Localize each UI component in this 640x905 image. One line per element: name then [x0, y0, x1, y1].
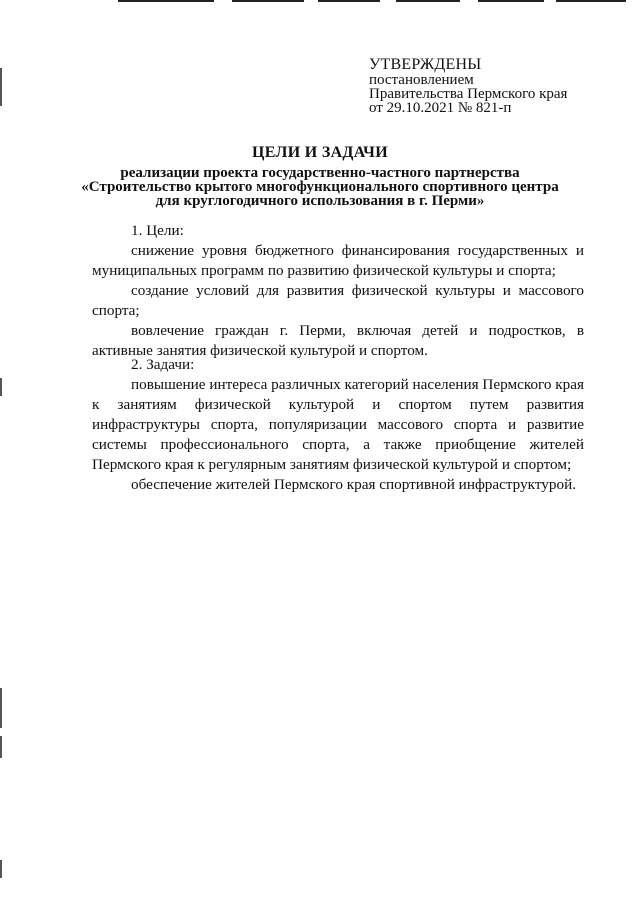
goal-item: создание условий для развития физической культуры и массового спорта; — [92, 282, 584, 319]
document-title: ЦЕЛИ И ЗАДАЧИ — [252, 144, 388, 161]
approval-line: постановлением — [369, 72, 474, 88]
approval-line: от 29.10.2021 № 821-п — [369, 100, 512, 116]
task-item: повышение интереса различных категорий населения Пермского края к занятиям физической культурой и спортом путем развития инфраструктуры спорта, популяризации массового спорта и развитие системы профессионального спорта, а также приобщение жителей Пермского края к регулярным занятиям физической культурой и спортом; — [92, 376, 584, 473]
section-label: 2. Задачи: — [131, 356, 195, 373]
scan-edge-left — [0, 378, 2, 396]
document-subtitle: для круглогодичного использования в г. Перми» — [155, 193, 485, 209]
scan-edge-top — [0, 0, 640, 3]
goal-item: снижение уровня бюджетного финансирования государственных и муниципальных программ по развитию физической культуры и спорта; — [92, 242, 584, 279]
goal-item: вовлечение граждан г. Перми, включая детей и подростков, в активные занятия физической культурой и спортом. — [92, 322, 584, 359]
goals-section — [92, 221, 584, 361]
approval-title: УТВЕРЖДЕНЫ — [369, 56, 482, 73]
approval-line: Правительства Пермского края — [369, 86, 568, 102]
approval-stamp — [369, 56, 629, 115]
scan-edge-left — [0, 688, 2, 728]
scan-edge-left — [0, 860, 2, 878]
document-subtitle: «Строительство крытого многофункционального спортивного центра — [81, 179, 559, 195]
scan-edge-left — [0, 736, 2, 758]
section-label: 1. Цели: — [131, 222, 184, 239]
document-subtitle: реализации проекта государственно-частного партнерства — [120, 165, 520, 181]
tasks-section — [92, 355, 584, 495]
task-item: обеспечение жителей Пермского края спортивной инфраструктурой. — [131, 476, 576, 493]
scan-edge-left — [0, 68, 2, 106]
